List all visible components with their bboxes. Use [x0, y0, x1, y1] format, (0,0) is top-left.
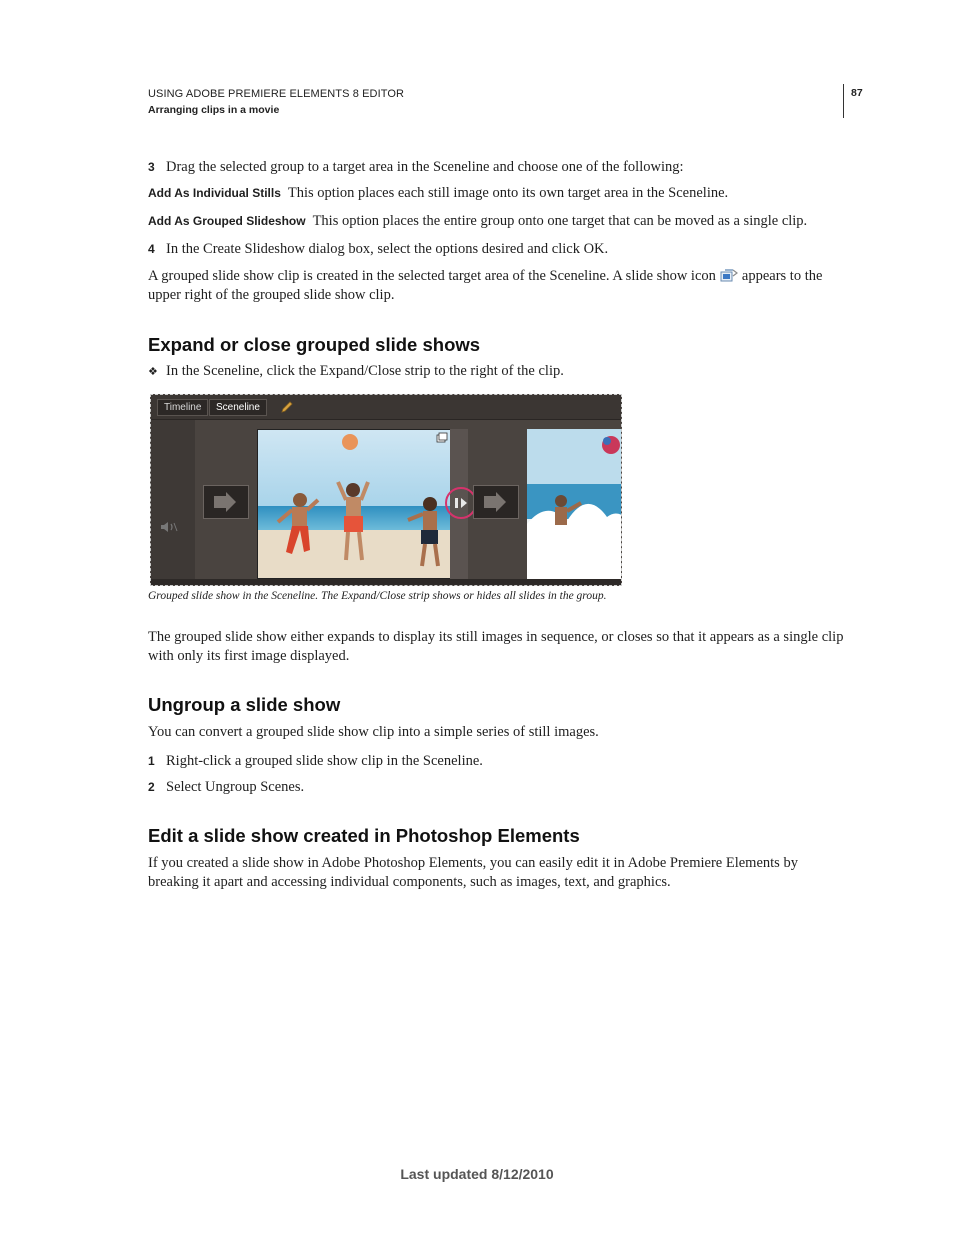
tab-sceneline[interactable]: Sceneline [209, 399, 267, 416]
step-number: 1 [148, 754, 155, 768]
arrow-right-icon [204, 486, 248, 518]
option-individual-stills [148, 184, 848, 203]
audio-track-panel [151, 420, 195, 586]
beach-photo [258, 430, 450, 578]
step-number: 2 [148, 780, 155, 794]
tab-timeline[interactable]: Timeline [157, 399, 208, 416]
next-clip[interactable] [527, 429, 622, 579]
option-text: This option places the entire group onto one target that can be moved as a single clip. [312, 213, 808, 229]
step-4 [148, 240, 848, 259]
slideshow-badge-icon [436, 432, 448, 443]
bullet-text: In the Sceneline, click the Expand/Close strip to the right of the clip. [166, 363, 564, 379]
section-heading-ungroup: Ungroup a slide show [148, 694, 341, 715]
target-area-right[interactable] [473, 485, 519, 519]
running-header-title: USING ADOBE PREMIERE ELEMENTS 8 EDITOR [148, 88, 405, 100]
sceneline-screenshot [150, 394, 622, 586]
bullet-item [148, 362, 848, 382]
option-term: Add As Individual Stills [148, 186, 281, 200]
figure-caption: Grouped slide show in the Sceneline. The Expand/Close strip shows or hides all slides in the group. [148, 590, 607, 602]
step-text: Right-click a grouped slide show clip in the Sceneline. [166, 753, 483, 769]
grouped-slideshow-clip[interactable] [257, 429, 451, 579]
arrow-right-icon [474, 486, 518, 518]
target-area-left[interactable] [203, 485, 249, 519]
ungroup-step-1 [148, 752, 848, 771]
beach-splash-photo [527, 429, 622, 579]
slideshow-icon [720, 268, 738, 283]
ungroup-step-2 [148, 778, 848, 797]
footer-last-updated: Last updated 8/12/2010 [400, 1166, 554, 1182]
speaker-icon[interactable] [159, 520, 179, 534]
option-grouped-slideshow [148, 212, 848, 231]
running-header-subtitle: Arranging clips in a movie [148, 104, 280, 116]
header-divider [843, 84, 844, 118]
step-number: 3 [148, 160, 155, 174]
option-term: Add As Grouped Slideshow [148, 214, 306, 228]
paragraph-slideshow-icon: A grouped slide show clip is created in the selected target area of the Sceneline. A slide show icon appears to the upper right of the grouped slide show clip. [148, 268, 823, 303]
step-3 [148, 158, 848, 177]
step-text: Select Ungroup Scenes. [166, 779, 305, 795]
sceneline-bottom-bar [151, 579, 622, 586]
sceneline-toolbar [151, 395, 622, 420]
step-number: 4 [148, 242, 155, 256]
page-number: 87 [851, 87, 863, 99]
step-text: Drag the selected group to a target area in the Sceneline and choose one of the following: [166, 159, 684, 175]
paragraph-expand-behavior: The grouped slide show either expands to display its still images in sequence, or closes so that it appears as a single clip with only its first image displayed. [148, 629, 844, 664]
paragraph-photoshop-elements: If you created a slide show in Adobe Photoshop Elements, you can easily edit it in Adobe Premiere Elements by breaking it apart and accessing individual components, such as images, text, and graphics. [148, 855, 798, 890]
option-text: This option places each still image onto its own target area in the Sceneline. [287, 185, 729, 201]
section-heading-expand-close: Expand or close grouped slide shows [148, 334, 481, 355]
step-text: In the Create Slideshow dialog box, select the options desired and click OK. [166, 241, 609, 257]
section-heading-photoshop-elements: Edit a slide show created in Photoshop Elements [148, 825, 580, 846]
pencil-icon[interactable] [280, 400, 294, 414]
bullet-diamond-icon: ❖ [148, 366, 158, 378]
paragraph-ungroup-intro: You can convert a grouped slide show clip into a simple series of still images. [148, 724, 599, 740]
